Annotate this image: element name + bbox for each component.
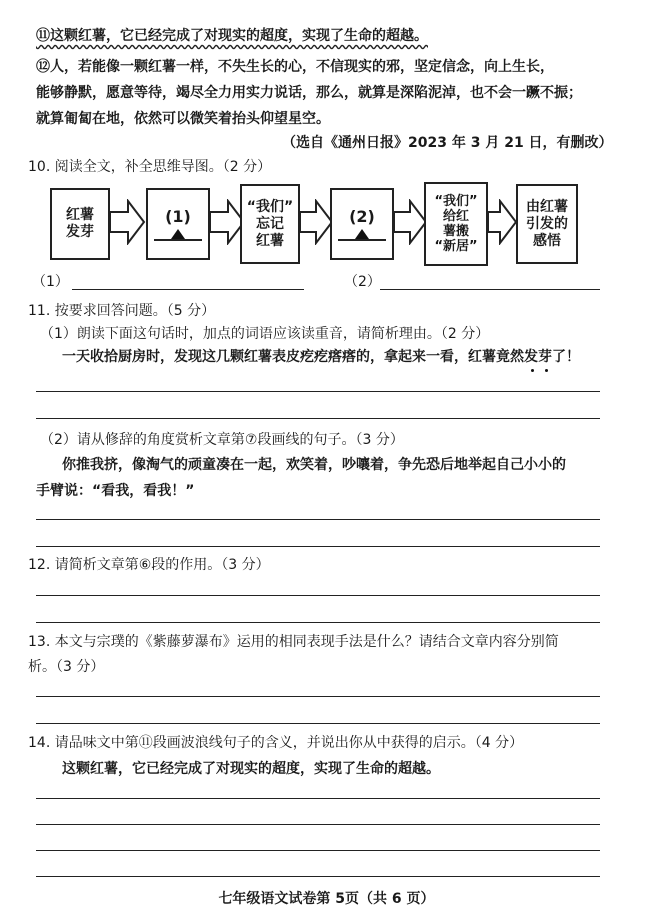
- answer-line[interactable]: [36, 723, 600, 724]
- answer-line[interactable]: [36, 850, 600, 851]
- mindmap-arrow-icon: [110, 199, 146, 245]
- emphasis-dot: [531, 369, 534, 372]
- question-13-line2: 析。（3 分）: [28, 659, 105, 675]
- triangle-icon: [355, 229, 369, 239]
- question-12-prompt: 12. 请简析文章第⑥段的作用。（3 分）: [28, 557, 270, 573]
- answer-line[interactable]: [36, 391, 600, 392]
- question-14-quote: 这颗红薯，它已经完成了对现实的超度，实现了生命的超越。: [62, 761, 440, 777]
- mindmap-box-3: “我们” 忘记 红薯: [240, 184, 300, 264]
- answer-line[interactable]: [36, 696, 600, 697]
- page-footer: 七年级语文试卷第 5页（共 6 页）: [218, 891, 435, 907]
- question-11-quote-line1: 你推我挤，像淘气的顽童凑在一起，欢笑着，吵嚷着，争先恐后地举起自己小小的: [62, 457, 566, 473]
- paragraph-12-line2: 能够静默，愿意等待，竭尽全力用实力说话，那么，就算是深陷泥淖，也不会一蹶不振；: [36, 85, 582, 101]
- question-14-prompt: 14. 请品味文中第⑪段画波浪线句子的含义，并说出你从中获得的启示。（4 分）: [28, 735, 524, 751]
- mindmap-arrow-icon: [394, 199, 428, 245]
- paragraph-12-line3: 就算匍匐在地，依然可以微笑着抬头仰望星空。: [36, 111, 330, 127]
- question-11-quote-line2: 手臂说：“看我，看我！”: [36, 483, 195, 499]
- answer-line[interactable]: [36, 519, 600, 520]
- mindmap-box-4: (2): [330, 188, 394, 260]
- answer-line[interactable]: [72, 289, 304, 290]
- question-11-prompt: 11. 按要求回答问题。（5 分）: [28, 303, 216, 319]
- question-11-sub2: （2）请从修辞的角度赏析文章第⑦段画线的句子。（3 分）: [40, 432, 404, 448]
- answer-line[interactable]: [380, 289, 600, 290]
- triangle-icon: [171, 229, 185, 239]
- mindmap-box-5: “我们” 给红 薯搬 “新居”: [424, 182, 488, 266]
- answer-line[interactable]: [36, 876, 600, 877]
- question-11-sub1: （1）朗读下面这句话时，加点的词语应该读重音，请简析理由。（2 分）: [40, 326, 490, 342]
- mindmap-box-2: (1): [146, 188, 210, 260]
- question-13-line1: 13. 本文与宗璞的《紫藤萝瀑布》运用的相同表现手法是什么？请结合文章内容分别简: [28, 634, 559, 650]
- source-citation: （选自《通州日报》2023 年 3 月 21 日，有删改）: [282, 135, 613, 151]
- blank-2-label: （2）: [344, 274, 381, 290]
- question-10-prompt: 10. 阅读全文，补全思维导图。（2 分）: [28, 159, 272, 175]
- mindmap-box-1: 红薯 发芽: [50, 188, 110, 260]
- answer-line[interactable]: [36, 418, 600, 419]
- mindmap-box-6: 由红薯 引发的 感悟: [516, 184, 578, 264]
- answer-line[interactable]: [36, 595, 600, 596]
- answer-line[interactable]: [36, 824, 600, 825]
- emphasis-dot: [545, 369, 548, 372]
- answer-line[interactable]: [36, 546, 600, 547]
- paragraph-12-line1: ⑫人，若能像一颗红薯一样，不失生长的心，不信现实的邪，坚定信念，向上生长，: [36, 59, 554, 75]
- answer-line[interactable]: [36, 798, 600, 799]
- mindmap-arrow-icon: [488, 199, 518, 245]
- paragraph-11: ⑪这颗红薯，它已经完成了对现实的超度，实现了生命的超越。: [36, 28, 428, 44]
- blank-1-label: （1）: [32, 274, 69, 290]
- answer-line[interactable]: [36, 622, 600, 623]
- mindmap-arrow-icon: [300, 199, 334, 245]
- question-11-sentence: 一天收拾厨房时，发现这几颗红薯表皮疙疙瘩瘩的，拿起来一看，红薯竟然发芽了！: [62, 349, 580, 365]
